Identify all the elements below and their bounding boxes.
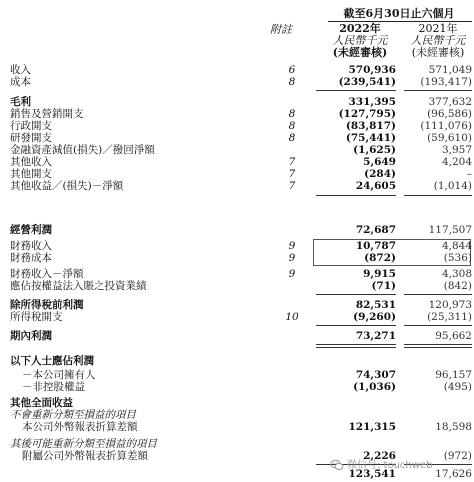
row-label: 其他收益／(損失)－淨額 xyxy=(10,180,124,192)
statement-row-revenue xyxy=(10,64,470,76)
statement-row-company-translation xyxy=(10,421,470,433)
row-label: 應佔按權益法入賬之投資業績 xyxy=(10,280,147,292)
statement-row-cost xyxy=(10,76,470,88)
row-label: 本公司外幣報表折算差額 xyxy=(22,421,138,433)
statement-row-rd-expenses xyxy=(10,132,470,144)
subtotal-rule-2022 xyxy=(316,294,396,295)
row-label: 其後可能重新分類至損益的項目 xyxy=(10,438,157,450)
row-label: 以下人士應佔利潤 xyxy=(10,355,94,367)
row-note: 9 xyxy=(288,240,296,252)
row-value-2021: (193,417) xyxy=(420,76,472,88)
wechat-icon xyxy=(330,458,344,472)
statement-row-selling-expenses xyxy=(10,108,470,120)
statement-row-operating-profit xyxy=(10,224,470,236)
row-label: 毛利 xyxy=(10,96,31,108)
statement-row-finance-income xyxy=(10,240,470,252)
row-value-2021: (842) xyxy=(443,280,472,292)
statement-row-profit-for-period xyxy=(10,330,470,342)
row-note: 10 xyxy=(285,311,299,323)
row-value-2021: 4,844 xyxy=(441,240,472,252)
row-label: 期內利潤 xyxy=(10,330,52,342)
subtotal-rule-2022 xyxy=(316,325,396,326)
row-note: 9 xyxy=(288,268,296,280)
row-value-2021: 117,507 xyxy=(428,224,472,236)
statement-row-admin-expenses xyxy=(10,120,470,132)
row-value-2022: (872) xyxy=(364,252,396,264)
subtotal-rule-2021 xyxy=(404,325,472,326)
row-value-2022: 570,936 xyxy=(348,64,396,76)
row-value-2022: 24,605 xyxy=(355,180,396,192)
row-label: 經營利潤 xyxy=(10,224,52,236)
statement-row-other-income xyxy=(10,156,470,168)
row-label: 金融資產減值(損失)／撥回淨額 xyxy=(10,144,155,156)
section-heading-profit-attributable xyxy=(10,355,470,367)
row-value-2021: (96,586) xyxy=(427,108,472,120)
row-note: 8 xyxy=(288,132,296,144)
row-label: －本公司擁有人 xyxy=(22,369,96,381)
watermark xyxy=(330,457,472,475)
row-value-2022: 9,915 xyxy=(363,268,396,280)
statement-row-equity-investments xyxy=(10,280,470,292)
row-label: 不會重新分類至損益的項目 xyxy=(10,409,136,421)
row-label: 其他開支 xyxy=(10,168,52,180)
row-value-2022: (284) xyxy=(364,168,396,180)
row-label: 收入 xyxy=(10,64,31,76)
watermark-text: 微信号: touchweb xyxy=(347,460,433,471)
row-label: 行政開支 xyxy=(10,120,52,132)
row-label: 銷售及營銷開支 xyxy=(10,108,84,120)
row-value-2022: (127,795) xyxy=(338,108,396,120)
row-value-2021: 96,157 xyxy=(435,369,472,381)
row-value-2022: 73,271 xyxy=(355,330,396,342)
row-label: 除所得稅前利潤 xyxy=(10,299,84,311)
row-value-2021: 4,204 xyxy=(441,156,472,168)
row-value-2022: 72,687 xyxy=(355,224,396,236)
row-value-2022: (9,260) xyxy=(353,311,396,323)
row-value-2021: (111,076) xyxy=(420,120,472,132)
row-note: 9 xyxy=(288,252,296,264)
subtotal-rule-2022 xyxy=(316,90,396,91)
row-value-2022: 331,395 xyxy=(348,96,396,108)
row-value-2022: 2,226 xyxy=(363,450,396,462)
row-value-2021: 4,308 xyxy=(441,268,472,280)
row-value-2021: (536) xyxy=(443,252,472,264)
statement-row-profit-before-tax xyxy=(10,299,470,311)
row-label: 成本 xyxy=(10,76,31,88)
row-value-2021: 17,626 xyxy=(435,468,472,480)
row-value-2022: 123,541 xyxy=(348,468,396,480)
row-value-2022: (71) xyxy=(371,280,396,292)
row-value-2022: 10,787 xyxy=(355,240,396,252)
row-label: 其他全面收益 xyxy=(10,397,73,409)
row-value-2022: 5,649 xyxy=(363,156,396,168)
statement-row-non-controlling xyxy=(10,381,470,393)
row-note: 8 xyxy=(288,76,296,88)
row-label: 財務收入 xyxy=(10,240,52,252)
row-value-2021: (1,014) xyxy=(433,180,472,192)
section-subheading-may-reclassify xyxy=(10,438,470,450)
statement-row-finance-net xyxy=(10,268,470,280)
year-2021-header: 2021年 xyxy=(418,22,458,35)
row-value-2022: 74,307 xyxy=(355,369,396,381)
statement-row-impairment xyxy=(10,144,470,156)
statement-row-gross-profit xyxy=(10,96,470,108)
row-value-2021: 18,598 xyxy=(435,421,472,433)
audit-2022-header: (未經審核) xyxy=(332,46,388,59)
unit-2022-header: 人民幣千元 xyxy=(332,34,388,47)
row-value-2022: (83,817) xyxy=(345,120,396,132)
row-value-2021: (972) xyxy=(443,450,472,462)
row-label: 附屬公司外幣報表折算差額 xyxy=(22,450,148,462)
row-value-2021: – xyxy=(466,168,472,180)
note-column-header: 附註 xyxy=(270,23,292,36)
row-value-2022: (239,541) xyxy=(338,76,396,88)
row-label: 所得稅開支 xyxy=(10,311,63,323)
statement-row-other-gains xyxy=(10,180,470,192)
row-note: 8 xyxy=(288,120,296,132)
subtotal-rule-2021 xyxy=(404,294,472,295)
row-value-2022: 121,315 xyxy=(348,421,396,433)
row-label: 財務收入－淨額 xyxy=(10,268,84,280)
row-label: 財務成本 xyxy=(10,252,52,264)
row-value-2021: 95,662 xyxy=(435,330,472,342)
row-value-2021: (495) xyxy=(443,381,472,393)
subtotal-rule-2021 xyxy=(404,90,472,91)
row-value-2022: (1,625) xyxy=(353,144,396,156)
double-rule-2022 xyxy=(316,344,396,345)
row-label: 其他收入 xyxy=(10,156,52,168)
double-rule-2021 xyxy=(404,344,472,345)
row-label: －非控股權益 xyxy=(22,381,85,393)
section-heading-oci xyxy=(10,397,470,409)
row-value-2021: (25,311) xyxy=(427,311,472,323)
row-note: 8 xyxy=(288,108,296,120)
section-subheading-not-reclassified xyxy=(10,409,470,421)
row-value-2021: 3,957 xyxy=(441,144,472,156)
unit-2021-header: 人民幣千元 xyxy=(410,34,466,47)
statement-row-finance-cost xyxy=(10,252,470,264)
row-value-2021: 571,049 xyxy=(428,64,472,76)
statement-row-owners xyxy=(10,369,470,381)
row-label: 研發開支 xyxy=(10,132,52,144)
row-note: 7 xyxy=(288,156,296,168)
row-value-2021: 377,632 xyxy=(428,96,472,108)
double-rule-2021 xyxy=(404,347,472,348)
statement-row-other-expenses xyxy=(10,168,470,180)
row-note: 7 xyxy=(288,168,296,180)
audit-2021-header: (未經審核) xyxy=(411,46,465,59)
year-2022-header: 2022年 xyxy=(339,22,381,35)
row-value-2022: (75,441) xyxy=(345,132,396,144)
row-value-2021: 120,973 xyxy=(428,299,472,311)
statement-row-income-tax xyxy=(10,311,470,323)
row-value-2022: (1,036) xyxy=(353,381,396,393)
period-header: 截至6月30日止六個月 xyxy=(343,7,455,20)
row-note: 7 xyxy=(288,180,296,192)
row-note: 6 xyxy=(288,64,296,76)
subtotal-rule-2021 xyxy=(404,195,472,196)
row-value-2022: 82,531 xyxy=(355,299,396,311)
row-value-2021: (59,610) xyxy=(427,132,472,144)
double-rule-2022 xyxy=(316,347,396,348)
subtotal-rule-2022 xyxy=(316,195,396,196)
